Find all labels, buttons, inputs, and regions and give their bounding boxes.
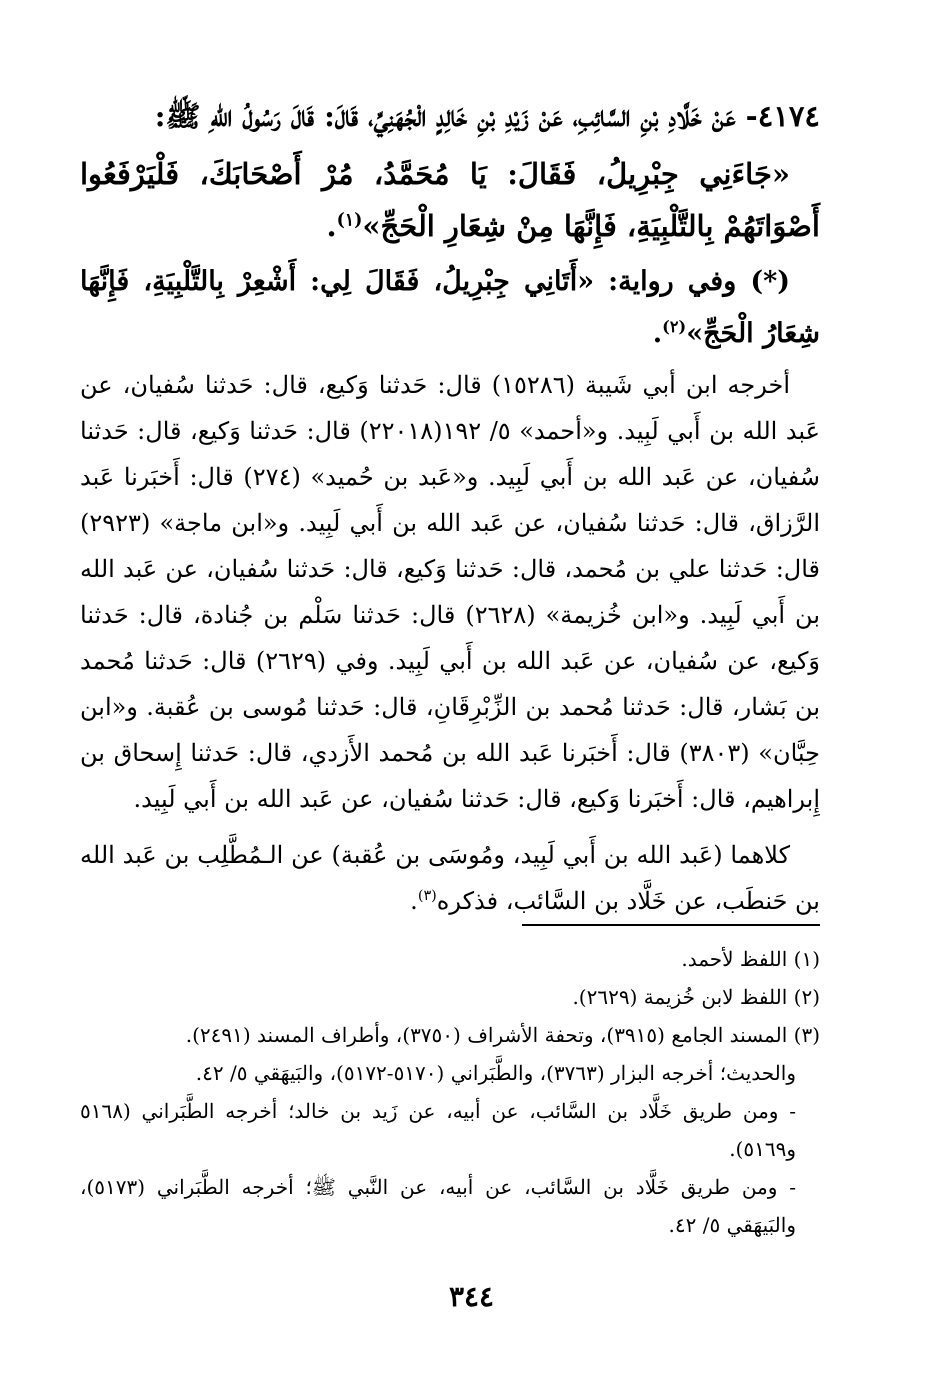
footnote-3-route-1: - ومن طريق خَلَّاد بن السَّائب، عن أبيه، عن زَيد بن خالد؛ أخرجه الطَّبَراني (٥١٦٨ و٥١٦٩).	[80, 1099, 796, 1161]
footnote-3-hadith: والحديث؛ أخرجه البزار (٣٧٦٣)، والطَّبَراني (٥١٧٠-٥١٧٢)، والبَيهَقي ٥/ ٤٢.	[195, 1061, 796, 1085]
hadith-header: ٤١٧٤- عَنْ خَلَّادِ بْنِ السَّائِبِ، عَنْ زَيْدِ بْنِ خَالِدٍ الْجُهَنِيِّ، قَالَ: قَالَ رَسُولُ اللهِ ﷺ:	[154, 99, 820, 133]
takhrij-paragraph: أخرجه ابن أبي شَيبة (١٥٢٨٦) قال: حَدثنا وَكيع، قال: حَدثنا سُفيان، عن عَبد الله بن أَبي لَبِيد. و«أحمد» ٥/ ١٩٢(٢٢٠١٨) قال: حَدثنا وَكيع، قال: حَدثنا سُفيان، عن عَبد الله بن أَبي لَبِيد. و«عَبد بن حُميد» (٢٧٤) قال: أَخبَرنا عَبد الرَّزاق، قال: حَدثنا سُفيان، عن عَبد الله بن أَبي لَبِيد. و«ابن ماجة» (٢٩٢٣) قال: حَدثنا علي بن مُحمد، قال: حَدثنا وَكيع، قال: حَدثنا سُفيان، عن عَبد الله بن أَبي لَبِيد. و«ابن خُزيمة» (٢٦٢٨) قال: حَدثنا سَلْم بن جُنادة، قال: حَدثنا وَكيع، عن سُفيان، عن عَبد الله بن أَبي لَبِيد. وفي (٢٦٢٩) قال: حَدثنا مُحمد بن بَشار، قال: حَدثنا مُحمد بن الزِّبْرِقَانِ، قال: حَدثنا مُوسى بن عُقبة. و«ابن حِبَّان» (٣٨٠٣) قال: أَخبَرنا عَبد الله بن مُحمد الأَزدي، قال: حَدثنا إِسحاق بن إِبراهيم، قال: أَخبَرنا وَكيع، قال: حَدثنا سُفيان، عن عَبد الله بن أَبي لَبِيد.	[80, 371, 821, 813]
footnote-1: (١) اللفظ لأحمد.	[681, 947, 820, 971]
footnote-3: (٣) المسند الجامع (٣٩١٥)، وتحفة الأشراف (٣٧٥٠)، وأطراف المسند (٢٤٩١).	[185, 1023, 820, 1047]
footnote-2: (٢) اللفظ لابن خُزيمة (٢٦٢٩).	[572, 985, 820, 1009]
both-paragraph	[80, 832, 820, 924]
both-text: كلاهما (عَبد الله بن أَبي لَبِيد، ومُوسَى بن عُقبة) عن الـمُطَّلِب بن عَبد الله بن حَنطَب، عن خَلَّاد بن السَّائب، فذكره	[80, 841, 820, 915]
both-end: .	[410, 887, 418, 915]
footnote-ref-2[interactable]: (٢)	[662, 317, 687, 336]
hadith-variant: (*) وفي رواية: «أَتَانِي جِبْرِيلُ، فَقَالَ لِي: أَشْعِرْ بِالتَّلْبِيَةِ، فَإِنَّهَا شِعَارُ الْحَجِّ»$^{(٢)}$.	[80, 266, 820, 349]
hadith-text: «جَاءَنِي جِبْرِيلُ، فَقَالَ: يَا مُحَمَّدُ، مُرْ أَصْحَابَكَ، فَلْيَرْفَعُوا أَصْوَاتَهُمْ بِالتَّلْبِيَةِ، فَإِنَّهَا مِنْ شِعَارِ الْحَجِّ»$^{(١)}$.	[80, 157, 820, 243]
main-text	[80, 90, 820, 924]
hadith-matn: «جَاءَنِي جِبْرِيلُ، فَقَالَ: يَا مُحَمَّدُ، مُرْ أَصْحَابَكَ، فَلْيَرْفَعُوا أَصْوَاتَهُمْ بِالتَّلْبِيَةِ، فَإِنَّهَا مِنْ شِعَارِ الْحَجِّ»	[80, 157, 820, 243]
footnote-divider	[522, 924, 820, 926]
footnote-ref-1[interactable]: (١)	[336, 210, 363, 231]
footnote-ref-3[interactable]: (٣)	[417, 888, 437, 904]
footnotes	[80, 940, 820, 1244]
variant-text: (*) وفي رواية: «أَتَانِي جِبْرِيلُ، فَقَالَ لِي: أَشْعِرْ بِالتَّلْبِيَةِ، فَإِنَّهَا شِعَارُ الْحَجِّ»	[80, 266, 820, 349]
footnote-3-route-2: - ومن طريق خَلَّاد بن السَّائب، عن أبيه، عن النَّبي ﷺ؛ أخرجه الطَّبَراني (٥١٧٣)، والبَيهَقي ٥/ ٤٢.	[80, 1175, 796, 1237]
page-number: ٣٤٤	[448, 1280, 495, 1313]
